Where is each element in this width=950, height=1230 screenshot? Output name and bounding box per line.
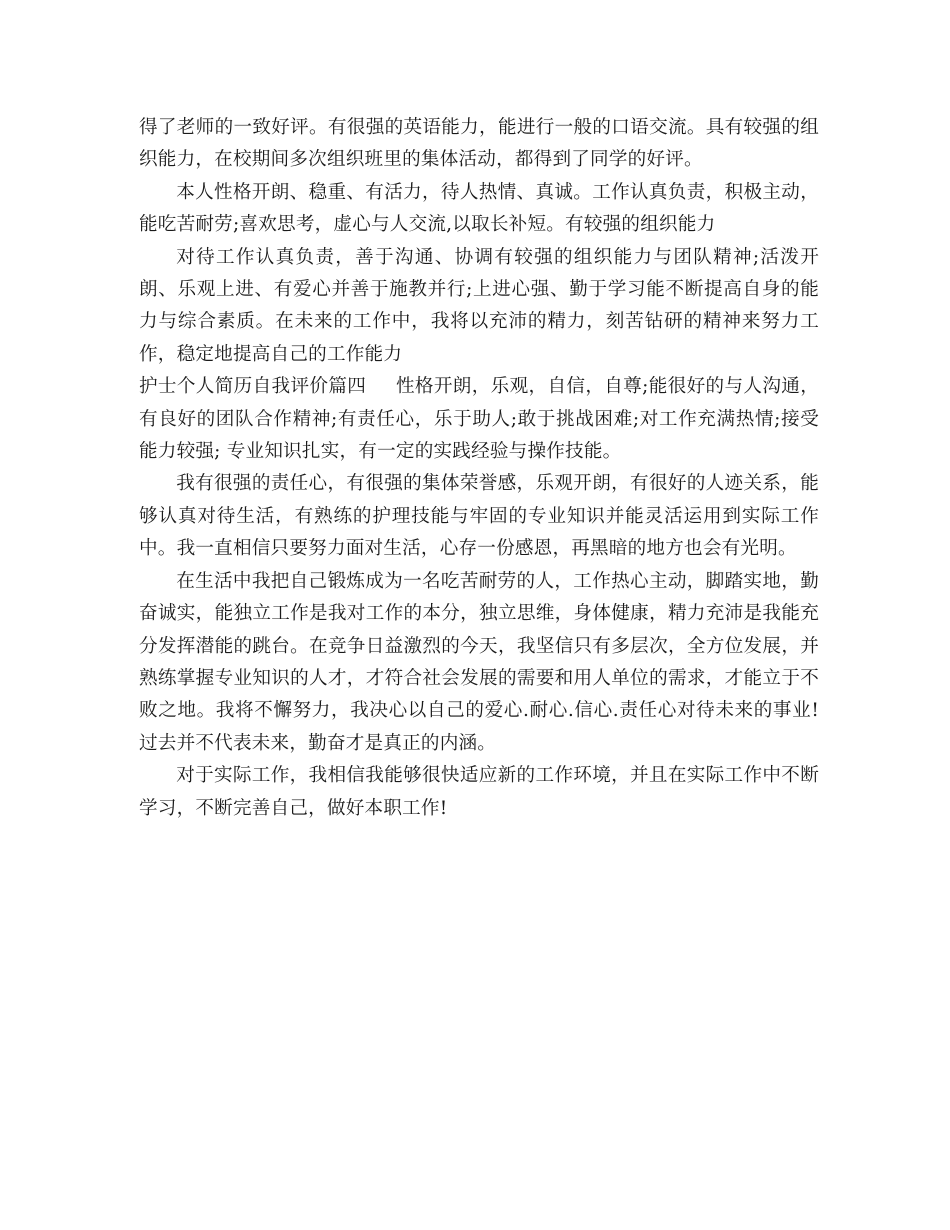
document-body bbox=[139, 112, 819, 825]
paragraph-2: 本人性格开朗、稳重、有活力，待人热情、真诚。工作认真负责，积极主动，能吃苦耐劳;喜欢思考，虚心与人交流,以取长补短。有较强的组织能力 bbox=[139, 181, 819, 236]
section-paragraph bbox=[139, 371, 819, 468]
paragraph-7: 对于实际工作，我相信我能够很快适应新的工作环境，并且在实际工作中不断学习，不断完善自己，做好本职工作! bbox=[139, 765, 819, 819]
section-heading: 护士个人简历自我评价篇四 bbox=[139, 376, 367, 398]
paragraph-6: 在生活中我把自己锻炼成为一名吃苦耐劳的人，工作热心主动，脚踏实地，勤奋诚实，能独立工作是我对工作的本分，独立思维，身体健康，精力充沛是我能充分发挥潜能的跳台。在竞争日益激烈的今天，我坚信只有多层次，全方位发展，并熟练掌握专业知识的人才，才符合社会发展的需要和用人单位的需求，才能立于不败之地。我将不懈努力，我决心以自己的爱心.耐心.信心.责任心对待未来的事业!过去并不代表未来，勤奋才是真正的内涵。 bbox=[139, 570, 819, 754]
section-text: 性格开朗，乐观，自信，自尊;能很好的与人沟通，有良好的团队合作精神;有责任心，乐于助人;敢于挑战困难;对工作充满热情;接受能力较强; 专业知识扎实，有一定的实践经验与操作技能。 bbox=[139, 376, 819, 463]
paragraph-1: 得了老师的一致好评。有很强的英语能力，能进行一般的口语交流。具有较强的组织能力，在校期间多次组织班里的集体活动，都得到了同学的好评。 bbox=[139, 117, 819, 171]
paragraph-3: 对待工作认真负责，善于沟通、协调有较强的组织能力与团队精神;活泼开朗、乐观上进、有爱心并善于施教并行;上进心强、勤于学习能不断提高自身的能力与综合素质。在未来的工作中，我将以充沛的精力，刻苦钻研的精神来努力工作，稳定地提高自己的工作能力 bbox=[139, 246, 819, 365]
paragraph-5: 我有很强的责任心，有很强的集体荣誉感，乐观开朗，有很好的人迹关系，能够认真对待生活，有熟练的护理技能与牢固的专业知识并能灵活运用到实际工作中。我一直相信只要努力面对生活，心存一份感恩，再黑暗的地方也会有光明。 bbox=[139, 473, 819, 560]
